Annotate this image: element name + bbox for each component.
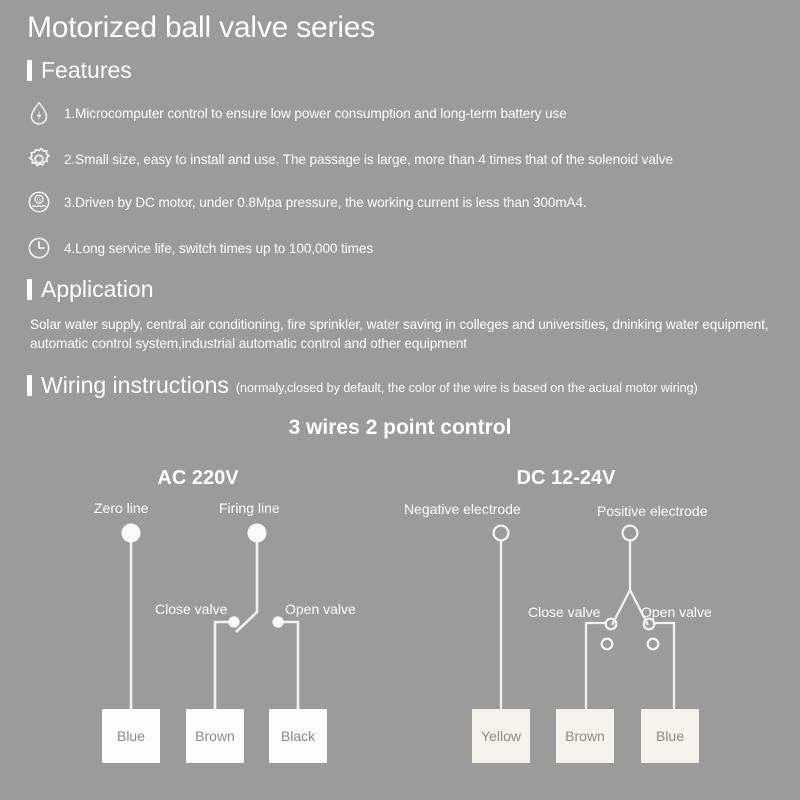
dc-negative-electrode-terminal (494, 526, 509, 541)
feature-item-3-text: 3.Driven by DC motor, under 0.8Mpa pressure, the working current is less than 300mA4. (64, 194, 587, 210)
dc-close-valve-contact-upper (606, 619, 617, 630)
ac-wire-box-brown: Brown (186, 709, 244, 763)
ac-group-title: AC 220V (157, 467, 239, 489)
feature-item-3 (24, 187, 587, 217)
dc-close-valve-wire (586, 623, 607, 709)
ac-label-open-valve: Open valve (285, 601, 356, 617)
feature-item-4 (24, 233, 373, 263)
ac-label-firing-line: Firing line (219, 500, 280, 516)
dc-close-valve-contact-lower (602, 639, 613, 650)
ac-label-zero-line: Zero line (94, 500, 149, 516)
dc-group-title: DC 12-24V (516, 467, 616, 489)
dc-label-positive-electrode: Positive electrode (597, 503, 708, 519)
dc-open-valve-contact-lower (648, 639, 659, 650)
dc-label-negative-electrode: Negative electrode (404, 501, 521, 517)
feature-item-2-text: 2.Small size, easy to install and use. The passage is large, more than 4 times that of the solenoid valve (64, 151, 673, 167)
features-heading-label: Features (41, 57, 132, 83)
dc-open-valve-contact-upper (644, 619, 655, 630)
ac-wire-box-blue: Blue (102, 709, 160, 763)
page-title: Motorized ball valve series (27, 11, 376, 44)
ac-zero-line-terminal (122, 524, 141, 543)
dc-positive-left-blade (612, 590, 630, 625)
ac-close-valve-wire (215, 622, 234, 709)
dc-open-valve-wire (653, 623, 674, 709)
ac-open-valve-wire (278, 622, 298, 709)
clock-icon (24, 233, 54, 263)
feature-item-2 (24, 144, 673, 174)
wiring-heading-note: (normaly,closed by default, the color of the wire is based on the actual motor wiring) (235, 381, 698, 395)
dc-wire-box-blue: Blue (641, 709, 699, 763)
ac-close-valve-contact (228, 616, 239, 627)
wiring-heading (27, 372, 698, 399)
section-accent-bar (27, 60, 32, 81)
application-heading (27, 276, 154, 303)
svg-text:G: G (37, 197, 41, 204)
dc-positive-electrode-terminal (623, 526, 638, 541)
application-body-text: Solar water supply, central air conditioning, fire sprinkler, water saving in colleges and universities, dninking water equipment, automatic control system,industrial automatic control and other equipment (30, 317, 769, 351)
features-heading (27, 57, 132, 84)
water-drop-power-icon (24, 98, 54, 128)
gear-icon (24, 144, 54, 174)
diagram-title: 3 wires 2 point control (288, 416, 512, 439)
section-accent-bar (27, 375, 32, 396)
dc-wire-box-brown: Brown (556, 709, 614, 763)
dc-label-open-valve: Open valve (641, 604, 712, 620)
feature-item-4-text: 4.Long service life, switch times up to 100,000 times (64, 240, 374, 256)
ac-firing-line-terminal (248, 524, 267, 543)
feature-item-1 (24, 98, 567, 128)
dc-label-close-valve: Close valve (528, 604, 601, 620)
section-accent-bar (27, 279, 32, 300)
pressure-gauge-icon (24, 187, 54, 217)
ac-wire-box-black: Black (269, 709, 327, 763)
ac-label-close-valve: Close valve (155, 601, 228, 617)
ac-firing-line-wire (236, 540, 257, 632)
feature-item-1-text: 1.Microcomputer control to ensure low power consumption and long-term battery use (64, 105, 567, 121)
dc-wire-box-yellow: Yellow (472, 709, 530, 763)
ac-open-valve-contact (272, 616, 283, 627)
application-heading-label: Application (41, 276, 154, 302)
wiring-heading-label: Wiring instructions (41, 372, 229, 398)
